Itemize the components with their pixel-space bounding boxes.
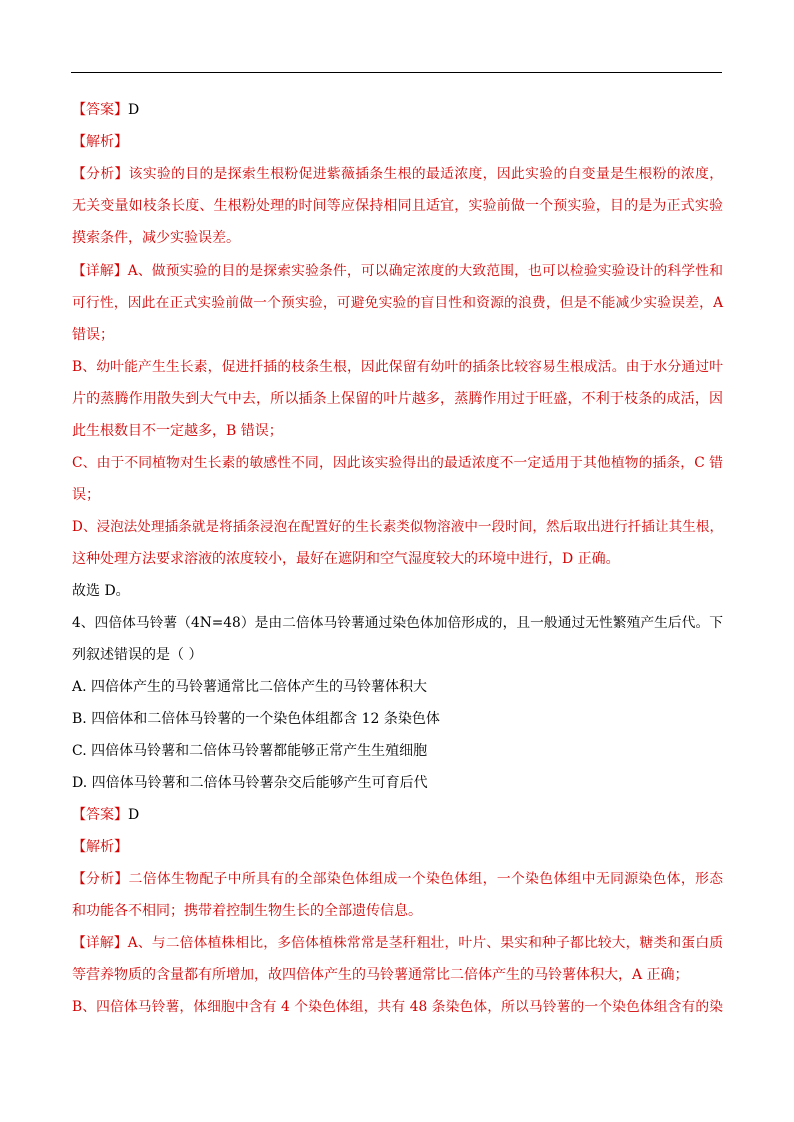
q4-option-a-line-2: 等营养物质的含量都有所增加，故四倍体产生的马铃薯通常比二倍体产生的马铃薯体积大，A 正确； [72,967,689,983]
q3-answer-value: D [128,102,140,118]
q3-fenxi-line-2: 无关变量如枝条长度、生根粉处理的时间等应保持相同且适宜，实验前做一个预实验，目的是为正式实验 [72,198,723,214]
q4-fenxi-line-2: 和功能各不相同；携带着控制生物生长的全部遗传信息。 [72,903,422,919]
q4-answer-tag: 【答案】 [72,807,128,823]
q4-answer-value: D [128,807,140,823]
q3-fenxi-line-1 [72,164,723,184]
q4-option-a: A. 四倍体产生的马铃薯通常比二倍体产生的马铃薯体积大 [72,679,428,695]
q3-option-b-line-3: 此生根数目不一定越多，B 错误； [72,423,283,439]
q3-answer-line [72,100,139,120]
q3-fenxi-line-3: 摸索条件，减少实验误差。 [72,230,240,246]
q3-option-b-line-1: B、幼叶能产生生长素，促进扦插的枝条生根，因此保留有幼叶的插条比较容易生根成活。由于水分通过叶 [72,359,723,375]
q3-answer-tag: 【答案】 [72,102,128,118]
q4-analysis-tag: 【解析】 [72,839,128,855]
q4-option-a-text-1: A、与二倍体植株相比，多倍体植株常常是茎秆粗壮，叶片、果实和种子都比较大，糖类和蛋白质 [127,935,723,951]
q4-xiangjie-tag: 【详解】 [72,935,128,951]
q3-option-a-line-3: 错误； [72,327,114,343]
q4-stem-line-2: 列叙述错误的是（ ） [72,647,203,663]
q4-stem-line-1: 4、四倍体马铃薯（4N=48）是由二倍体马铃薯通过染色体加倍形成的，且一般通过无性繁殖产生后代。下 [72,615,723,631]
q3-option-d-line-2: 这种处理方法要求溶液的浓度较小，最好在遮阴和空气湿度较大的环境中进行，D 正确。 [72,551,620,567]
q4-fenxi-text-1: 二倍体生物配子中所具有的全部染色体组成一个染色体组，一个染色体组中无同源染色体，形态 [128,871,723,887]
header-rule [71,72,722,73]
q4-fenxi-line-1 [72,869,723,889]
q4-xiangjie-line-1 [72,933,723,953]
q4-option-b-line-1: B、四倍体马铃薯，体细胞中含有 4 个染色体组，共有 48 条染色体，所以马铃薯的一个染色体组含有的染 [72,999,723,1015]
q3-option-b-line-2: 片的蒸腾作用散失到大气中去，所以插条上保留的叶片越多，蒸腾作用过于旺盛，不利于枝条的成活，因 [72,391,723,407]
q4-option-d: D. 四倍体马铃薯和二倍体马铃薯杂交后能够产生可育后代 [72,775,428,791]
q3-conclusion: 故选 D。 [72,583,130,599]
q4-fenxi-tag: 【分析】 [72,871,129,887]
q4-analysis-line [72,837,128,857]
q3-option-a-line-2: 可行性，因此在正式实验前做一个预实验，可避免实验的盲目性和资源的浪费，但是不能减少实验误差，A [72,295,723,311]
q4-option-c: C. 四倍体马铃薯和二倍体马铃薯都能够正常产生生殖细胞 [72,743,428,759]
q3-option-c-line-2: 误； [72,487,100,503]
q3-fenxi-text-1: 该实验的目的是探索生根粉促进紫薇插条生根的最适浓度，因此实验的自变量是生根粉的浓度， [128,166,723,182]
q4-answer-line [72,805,139,825]
q3-xiangjie-tag: 【详解】 [72,263,128,279]
q3-analysis-tag: 【解析】 [72,134,128,150]
q3-option-c-line-1: C、由于不同植物对生长素的敏感性不同，因此该实验得出的最适浓度不一定适用于其他植物的插条，C 错 [72,455,723,471]
q3-xiangjie-line-1 [72,261,723,281]
q3-option-d-line-1: D、浸泡法处理插条就是将插条浸泡在配置好的生长素类似物溶液中一段时间，然后取出进行扦插让其生根， [72,519,723,535]
q4-option-b: B. 四倍体和二倍体马铃薯的一个染色体组都含 12 条染色体 [72,711,440,727]
q3-analysis-line [72,132,128,152]
q3-fenxi-tag: 【分析】 [72,166,129,182]
q3-option-a-text-1: A、做预实验的目的是探索实验条件，可以确定浓度的大致范围，也可以检验实验设计的科学性和 [127,263,723,279]
